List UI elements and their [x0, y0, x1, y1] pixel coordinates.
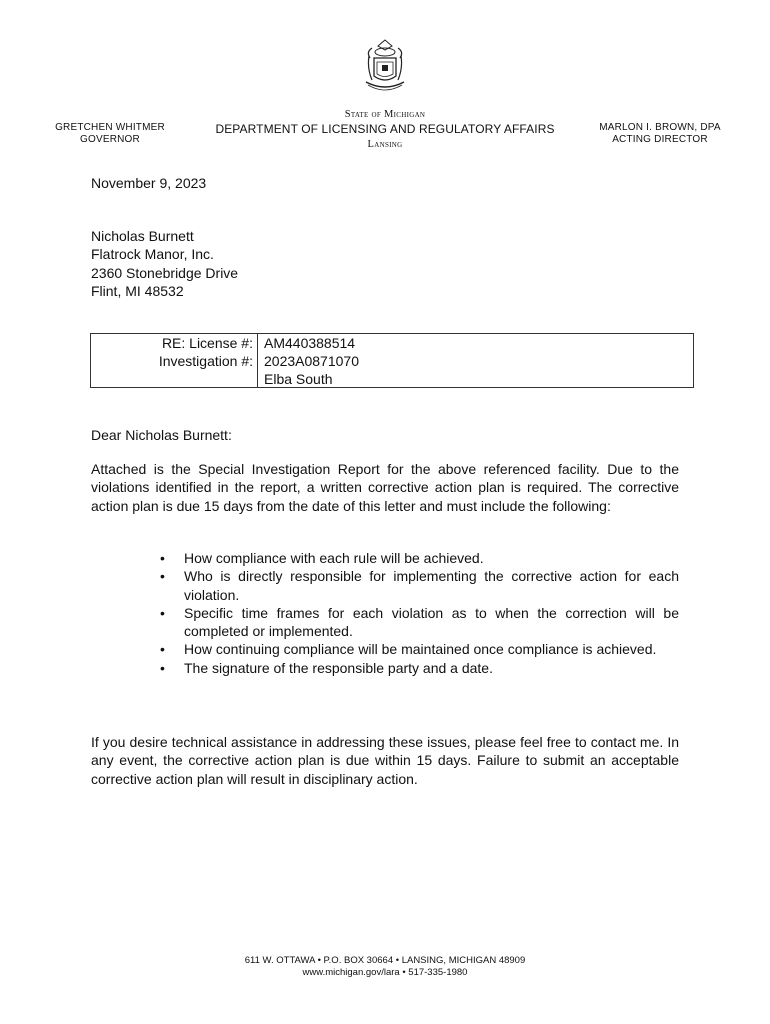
list-item	[160, 567, 679, 604]
facility-name: Elba South	[264, 371, 333, 387]
governor-name: GRETCHEN WHITMER	[55, 122, 165, 133]
license-label: RE: License #:	[161, 335, 253, 351]
body-paragraph-2: If you desire technical assistance in addressing these issues, please feel free to contact me. In any event, the corrective action plan is due within 15 days. Failure to submit an acceptable corrective action plan will result in disciplinary action.	[91, 734, 679, 787]
department-city: Lansing	[367, 139, 403, 150]
investigation-label: Investigation #:	[158, 353, 253, 369]
governor-title: GOVERNOR	[80, 134, 140, 145]
list-item	[160, 640, 679, 658]
department-block	[190, 108, 580, 151]
recipient-name: Nicholas Burnett	[91, 228, 194, 244]
governor-block	[48, 122, 172, 146]
investigation-number: 2023A0871070	[264, 353, 359, 369]
bullet-icon: •	[160, 568, 165, 585]
state-name: State of Michigan	[344, 109, 426, 120]
recipient-company: Flatrock Manor, Inc.	[91, 246, 214, 263]
recipient-address	[91, 227, 238, 300]
reference-divider	[257, 334, 258, 387]
michigan-seal-icon	[358, 38, 412, 96]
director-name: MARLON I. BROWN, DPA	[599, 122, 721, 133]
bullet-icon: •	[160, 550, 165, 566]
requirements-list	[160, 549, 679, 677]
footer-contact: www.michigan.gov/lara • 517-335-1980	[302, 967, 468, 978]
footer-address: 611 W. OTTAWA • P.O. BOX 30664 • LANSING, MICHIGAN 48909	[244, 955, 526, 966]
list-item-text: Who is directly responsible for implementing the corrective action for each violation.	[184, 568, 679, 603]
license-number: AM440388514	[264, 335, 356, 351]
director-block	[592, 122, 728, 146]
salutation: Dear Nicholas Burnett:	[91, 427, 232, 443]
bullet-icon: •	[160, 659, 165, 676]
list-item	[160, 549, 679, 567]
department-name: DEPARTMENT OF LICENSING AND REGULATORY AFFAIRS	[215, 122, 555, 136]
director-title: ACTING DIRECTOR	[612, 134, 708, 145]
list-item	[160, 604, 679, 641]
reference-labels	[91, 334, 253, 370]
recipient-street: 2360 Stonebridge Drive	[91, 264, 239, 281]
list-item-text: How continuing compliance will be maintained once compliance is achieved.	[184, 641, 657, 658]
reference-box	[90, 333, 694, 388]
footer	[185, 955, 585, 979]
recipient-city: Flint, MI 48532	[91, 282, 184, 299]
list-item	[160, 659, 679, 677]
list-item-text: The signature of the responsible party and a date.	[184, 659, 493, 676]
body-paragraph-1: Attached is the Special Investigation Report for the above referenced facility. Due to the violations identified in the report, a written corrective action plan is required. The corrective action plan is due 15 days from the date of this letter and must include the following:	[91, 461, 679, 514]
bullet-icon: •	[160, 604, 165, 621]
list-item-text: How compliance with each rule will be achieved.	[184, 550, 484, 566]
letter-date: November 9, 2023	[91, 175, 207, 191]
reference-values	[264, 334, 359, 388]
list-item-text: Specific time frames for each violation as to when the correction will be completed or implemented.	[184, 604, 679, 640]
bullet-icon: •	[160, 641, 165, 658]
